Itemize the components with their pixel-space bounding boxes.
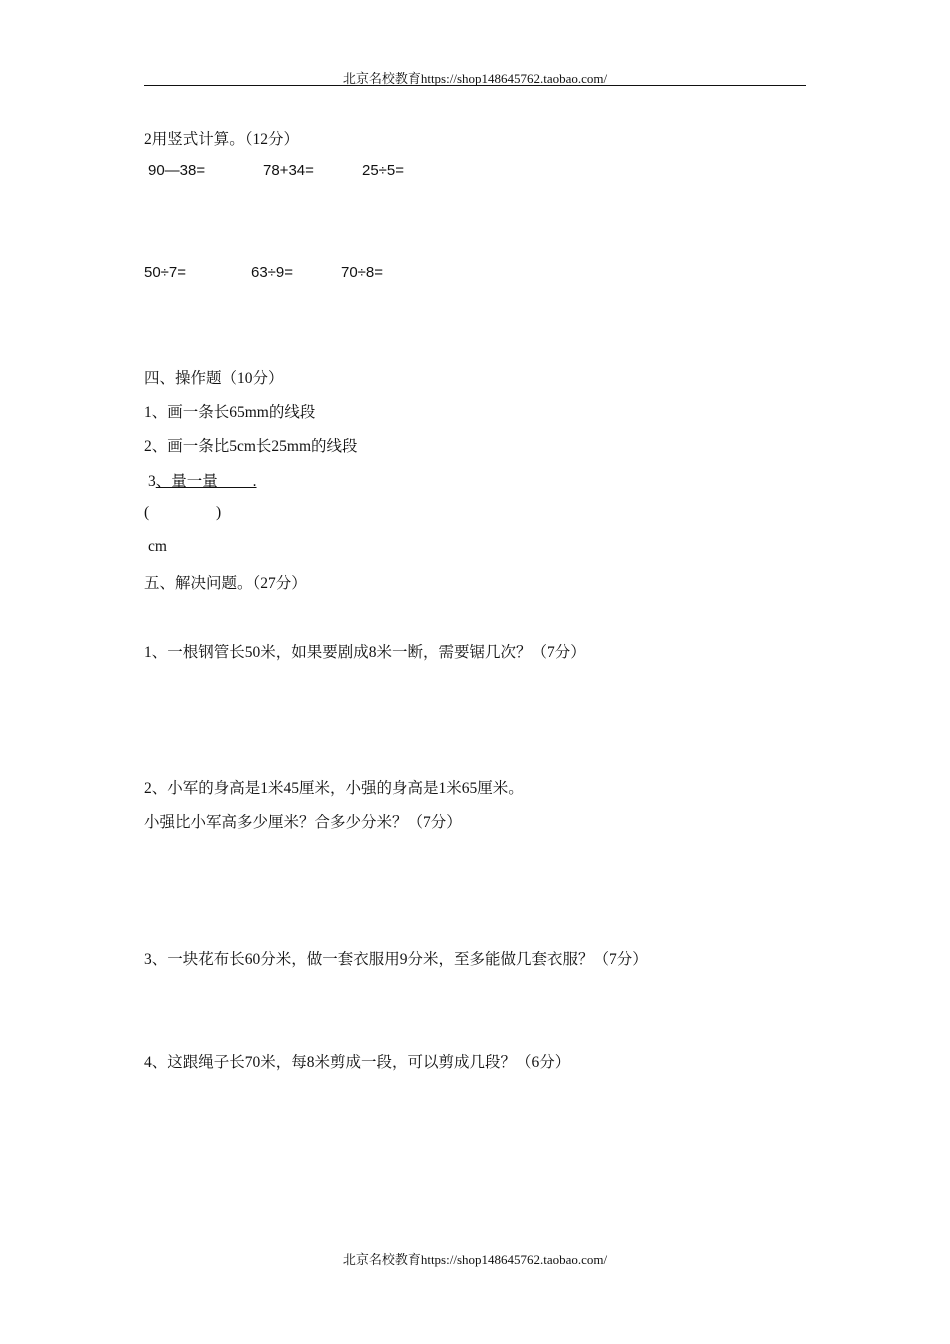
calc-2: 78+34= xyxy=(263,162,314,179)
problem-1: 1、一根钢管长50米，如果要剧成8米一断，需要锯几次？（7分） xyxy=(144,644,586,661)
problem-2-line1: 2、小军的身高是1米45厘米，小强的身高是1米65厘米。 xyxy=(144,780,524,797)
calc-5: 63÷9= xyxy=(251,264,294,281)
paren-open: ( xyxy=(144,504,150,521)
section4-item1: 1、画一条长65mm的线段 xyxy=(144,404,316,421)
section4-title: 四、操作题（10分） xyxy=(144,370,284,387)
section5-title: 五、解决问题。（27分） xyxy=(144,575,307,592)
q2-title: 2用竖式计算。（12分） xyxy=(144,131,300,148)
page-footer: 北京名校教育https://shop148645762.taobao.com/ xyxy=(342,1252,608,1267)
section4-item3-text: 、量一量 . xyxy=(155,473,257,490)
measure-unit: cm xyxy=(148,538,167,555)
problem-3: 3、一块花布长60分米，做一套衣服用9分米，至多能做几套衣服？（7分） xyxy=(144,951,648,968)
section4-item3 xyxy=(148,469,257,491)
problem-2-line2: 小强比小军高多少厘米？合多少分米？（7分） xyxy=(144,814,462,831)
calc-3: 25÷5= xyxy=(362,162,405,179)
calc-1: 90—38= xyxy=(148,162,206,179)
calc-4: 50÷7= xyxy=(144,264,187,281)
paren-close: ) xyxy=(216,504,222,521)
section4-item3-num: 3 xyxy=(148,473,156,490)
header-divider xyxy=(144,85,806,86)
section4-item2: 2、画一条比5cm长25mm的线段 xyxy=(144,438,358,455)
problem-4: 4、这跟绳子长70米，每8米剪成一段，可以剪成几段？（6分） xyxy=(144,1054,571,1071)
page-header: 北京名校教育https://shop148645762.taobao.com/ xyxy=(342,71,608,86)
calc-6: 70÷8= xyxy=(341,264,384,281)
